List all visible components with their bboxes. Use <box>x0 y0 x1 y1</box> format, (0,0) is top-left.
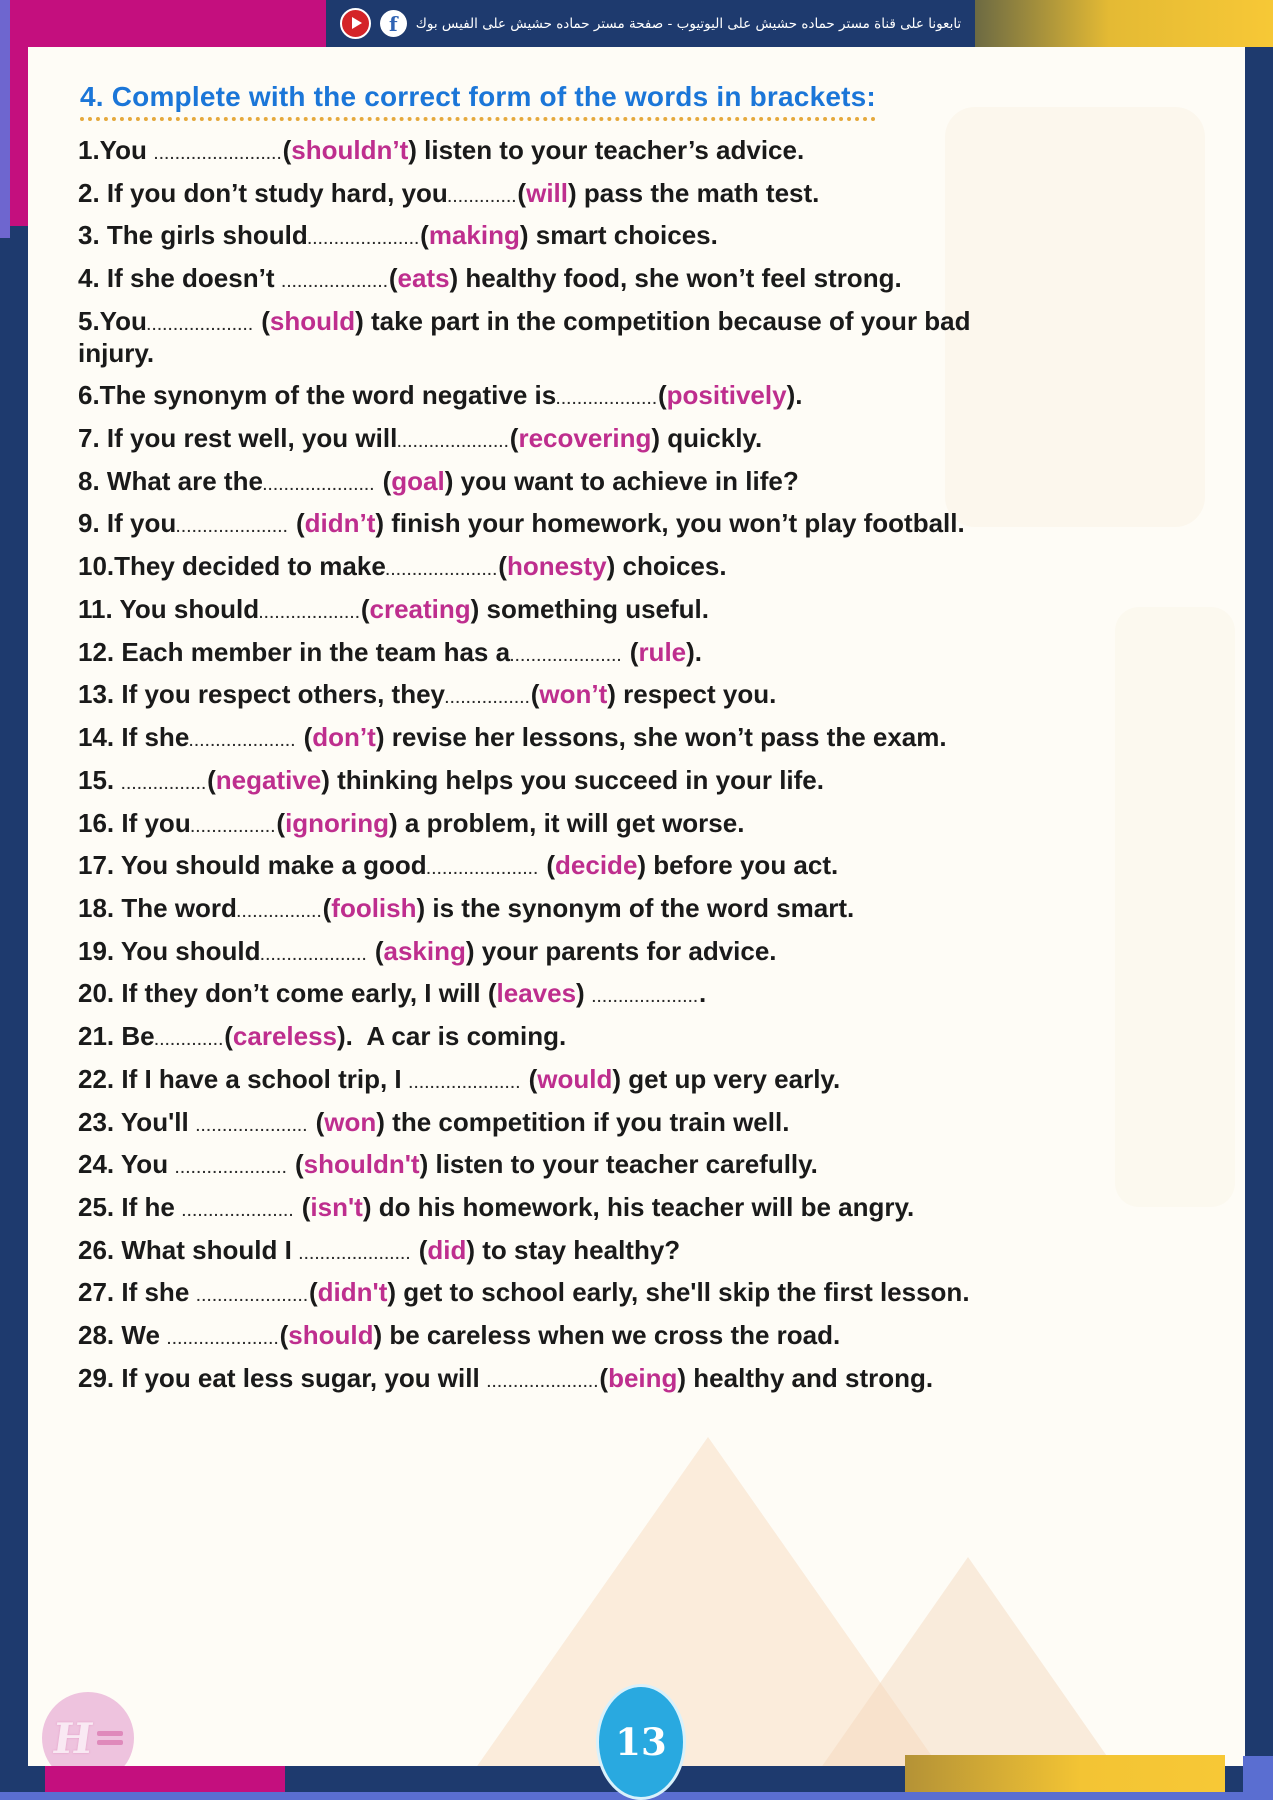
answer-blank: ................ <box>445 691 531 707</box>
question-text: ) take part in the competition because of your bad <box>355 305 971 336</box>
answer-blank: ................ <box>236 904 323 920</box>
question-item <box>78 1149 1221 1181</box>
question-item <box>78 1192 1221 1224</box>
question-text: ( <box>253 305 270 336</box>
question-text: 26. What should I <box>78 1234 300 1265</box>
answer-blank: ..................... <box>176 520 289 536</box>
question-item <box>78 466 1221 498</box>
question-text: ) thinking helps you succeed in your life. <box>321 764 824 795</box>
answer-word: shouldn't <box>303 1149 420 1180</box>
answer-blank: ..................... <box>426 862 540 878</box>
question-text: 29. If you eat less sugar, you will <box>78 1362 487 1393</box>
answer-word: ignoring <box>285 807 390 838</box>
answer-blank: ..................... <box>196 1289 309 1305</box>
question-item <box>78 1107 1221 1139</box>
question-text: ) your parents for advice. <box>465 935 777 966</box>
answer-word: making <box>428 220 520 251</box>
question-text: ) a problem, it will get worse. <box>389 807 745 838</box>
question-text: 9. If you <box>78 508 177 539</box>
question-text: ) quickly. <box>651 423 763 454</box>
question-text: ( <box>207 764 216 795</box>
question-text: ) pass the math test. <box>568 177 820 208</box>
question-item <box>78 306 1221 369</box>
question-item <box>78 1021 1221 1053</box>
question-text: 15. <box>78 764 122 795</box>
question-item <box>78 594 1221 626</box>
header-follow-text: تابعونا على قناة مستر حماده حشيش على اليوتيوب - صفحة مستر حماده حشيش على الفيس بوك <box>415 15 962 32</box>
question-text: 1.You <box>78 135 155 165</box>
question-text: ) healthy and strong. <box>677 1362 934 1393</box>
question-text: ) finish your homework, you won’t play football. <box>375 508 965 539</box>
question-item <box>78 1235 1221 1267</box>
answer-word: should <box>288 1320 374 1351</box>
question-text: ) respect you. <box>607 679 777 710</box>
worksheet-page <box>28 47 1245 1766</box>
question-text: ) be careless when we cross the road. <box>373 1320 841 1351</box>
question-text: 11. You should <box>78 593 260 624</box>
page-number-badge <box>596 1684 686 1800</box>
header-magenta-block <box>0 0 326 47</box>
exercise-title: 4. Complete with the correct form of the words in brackets: <box>80 81 876 121</box>
question-item <box>78 1277 1221 1309</box>
question-text: 27. If she <box>78 1277 197 1308</box>
answer-blank: ..................... <box>408 1075 522 1091</box>
question-text: 7. If you rest well, you will <box>78 423 398 454</box>
answer-blank: ..................... <box>167 1332 280 1348</box>
answer-word: positively <box>666 380 787 411</box>
question-text: 14. If she <box>78 722 190 753</box>
questions <box>78 135 1221 1395</box>
pyramid-watermark <box>818 1557 1118 1766</box>
question-text: ) healthy food, she won’t feel strong. <box>449 263 902 294</box>
question-text: 3. The girls should <box>78 220 308 251</box>
page-number: 13 <box>615 1720 667 1764</box>
question-text: ( <box>375 465 392 496</box>
answer-blank: ..................... <box>299 1246 412 1262</box>
question-text: ( <box>288 508 305 539</box>
left-edge-magenta-accent <box>10 0 28 226</box>
answer-word: rule <box>638 636 687 667</box>
question-item <box>78 263 1221 295</box>
answer-blank: .................... <box>260 947 368 963</box>
answer-blank: ................... <box>259 605 361 621</box>
question-item <box>78 551 1221 583</box>
question-item <box>78 808 1221 840</box>
question-text: 25. If he <box>78 1191 183 1222</box>
left-edge-violet-accent <box>0 0 10 238</box>
question-item <box>78 423 1221 455</box>
answer-word: won <box>324 1106 377 1137</box>
question-text: ( <box>530 679 540 710</box>
question-text: ( <box>322 892 332 923</box>
answer-word: honesty <box>506 551 607 582</box>
question-text: ( <box>498 551 507 582</box>
answer-word: didn’t <box>304 508 376 539</box>
answer-word: goal <box>391 465 445 496</box>
question-text: 5.You <box>78 305 147 336</box>
answer-blank: ..................... <box>195 1118 309 1134</box>
question-item <box>78 1064 1221 1096</box>
question-text: 13. If you respect others, they <box>78 679 446 710</box>
answer-blank: ..................... <box>307 232 421 248</box>
question-text: ) before you act. <box>637 850 839 881</box>
question-item <box>78 178 1221 210</box>
question-text: ( <box>224 1021 233 1052</box>
header-center <box>326 0 975 47</box>
answer-blank: ..................... <box>175 1161 288 1177</box>
question-text: ). <box>686 636 703 667</box>
question-text: ( <box>411 1234 428 1265</box>
question-text: ( <box>308 1106 325 1137</box>
answer-word: creating <box>369 593 471 624</box>
question-item <box>78 220 1221 252</box>
question-text: ( <box>622 636 639 667</box>
question-text: ( <box>308 1277 318 1308</box>
question-text: ( <box>282 135 292 165</box>
answer-blank: ................ <box>121 776 208 792</box>
answer-word: did <box>427 1234 467 1265</box>
question-text: ) the competition if you train well. <box>376 1106 790 1137</box>
question-item <box>78 1320 1221 1352</box>
question-text: ) smart choices. <box>519 220 718 251</box>
question-text: ). <box>786 380 803 411</box>
answer-word: don’t <box>312 722 376 753</box>
question-text: ( <box>517 177 527 208</box>
question-text: 17. You should make a good <box>78 850 427 881</box>
question-text: ) listen to your teacher carefully. <box>419 1149 818 1180</box>
brand-logo-letter: H <box>49 1713 96 1763</box>
answer-word: will <box>526 177 568 208</box>
answer-word: recovering <box>518 423 652 454</box>
question-text: ( <box>276 807 286 838</box>
answer-word: asking <box>383 935 466 966</box>
question-text: ( <box>294 1191 311 1222</box>
question-text: 19. You should <box>78 935 261 966</box>
answer-word: isn't <box>310 1191 363 1222</box>
question-text: ) you want to achieve in life? <box>444 465 799 496</box>
question-text: ( <box>296 722 313 753</box>
answer-word: should <box>269 305 356 336</box>
answer-blank: ............. <box>154 1033 225 1049</box>
header-yellow-block <box>975 0 1273 47</box>
question-item <box>78 1363 1221 1395</box>
question-text: 10.They decided to make <box>78 551 386 582</box>
footer-yellow-bar <box>905 1755 1225 1793</box>
question-text: ) listen to your teacher’s advice. <box>408 135 805 165</box>
answer-word: shouldn’t <box>291 135 409 165</box>
question-item <box>78 637 1221 669</box>
answer-blank: ................... <box>556 392 658 408</box>
answer-blank: ..................... <box>397 435 510 451</box>
question-item <box>78 380 1221 412</box>
answer-blank: .................... <box>281 275 389 291</box>
question-text: ) something useful. <box>470 593 709 624</box>
answer-word: foolish <box>331 892 417 923</box>
question-text: injury. <box>78 337 155 368</box>
question-text: ) to stay healthy? <box>466 1234 681 1265</box>
question-text: 18. The word <box>78 892 237 923</box>
answer-blank: ..................... <box>510 648 623 664</box>
question-text: ( <box>657 380 667 411</box>
answer-word: didn't <box>317 1277 388 1308</box>
question-item <box>78 508 1221 540</box>
answer-blank: .................... <box>189 734 297 750</box>
youtube-play-icon <box>340 8 371 39</box>
footer-corner-accent <box>1243 1756 1273 1800</box>
answer-word: decide <box>555 850 638 881</box>
question-text: 12. Each member in the team has a <box>78 636 511 667</box>
question-text: ( <box>521 1063 538 1094</box>
question-text: ( <box>279 1320 289 1351</box>
brand-logo-text-lines <box>97 1731 123 1745</box>
question-text: ) revise her lessons, she won’t pass the exam. <box>375 722 947 753</box>
answer-word: negative <box>215 764 322 795</box>
question-text: ). A car is coming. <box>337 1021 567 1052</box>
question-item <box>78 978 1221 1010</box>
question-text: 20. If they don’t come early, I will ( <box>78 978 497 1009</box>
facebook-f-icon: f <box>380 10 407 37</box>
question-text: ( <box>287 1149 304 1180</box>
answer-blank: ............. <box>447 189 518 205</box>
question-text: ) is the synonym of the word smart. <box>416 892 855 923</box>
question-text: . <box>699 978 707 1009</box>
question-item <box>78 893 1221 925</box>
answer-word: eats <box>397 263 450 294</box>
answer-blank: .................... <box>591 990 700 1006</box>
question-item <box>78 850 1221 882</box>
question-text: ) <box>576 978 592 1009</box>
question-text: ) get up very early. <box>612 1063 841 1094</box>
question-text: 21. Be <box>78 1021 155 1052</box>
question-text: 2. If you don’t study hard, you <box>78 177 448 208</box>
question-item <box>78 135 1221 167</box>
question-item <box>78 722 1221 754</box>
answer-word: being <box>608 1362 678 1393</box>
exercise-content <box>28 47 1245 1395</box>
question-text: ( <box>388 263 398 294</box>
answer-blank: ........................ <box>154 147 283 162</box>
question-text: ) do his homework, his teacher will be angry. <box>362 1191 915 1222</box>
question-item <box>78 679 1221 711</box>
question-text: 8. What are the <box>78 465 263 496</box>
question-text: 4. If she doesn’t <box>78 263 282 294</box>
answer-blank: ..................... <box>385 563 499 579</box>
question-item <box>78 936 1221 968</box>
question-text: ) choices. <box>606 551 727 582</box>
question-text: ) get to school early, she'll skip the first lesson. <box>387 1277 970 1308</box>
question-text: 6.The synonym of the word negative is <box>78 380 557 411</box>
answer-blank: .................... <box>146 317 254 333</box>
footer-magenta-bar <box>45 1766 285 1793</box>
answer-word: won’t <box>539 679 608 710</box>
question-text: ( <box>509 423 519 454</box>
question-text: 22. If I have a school trip, I <box>78 1063 409 1094</box>
question-text: ( <box>599 1362 609 1393</box>
question-text: ( <box>360 593 370 624</box>
header-bar <box>0 0 1273 47</box>
answer-blank: ..................... <box>262 477 376 493</box>
answer-blank: ..................... <box>486 1374 600 1390</box>
answer-word: would <box>537 1063 613 1094</box>
question-item <box>78 765 1221 797</box>
answer-word: careless <box>232 1021 338 1052</box>
question-text: ( <box>367 935 384 966</box>
question-text: 16. If you <box>78 807 191 838</box>
question-text: 23. You'll <box>78 1106 196 1137</box>
question-text: 24. You <box>78 1149 176 1180</box>
question-text: ( <box>539 850 556 881</box>
question-text: 28. We <box>78 1320 168 1351</box>
question-text: ( <box>420 220 429 251</box>
answer-blank: ..................... <box>182 1203 295 1219</box>
answer-blank: ................ <box>190 819 277 835</box>
answer-word: leaves <box>496 978 577 1009</box>
